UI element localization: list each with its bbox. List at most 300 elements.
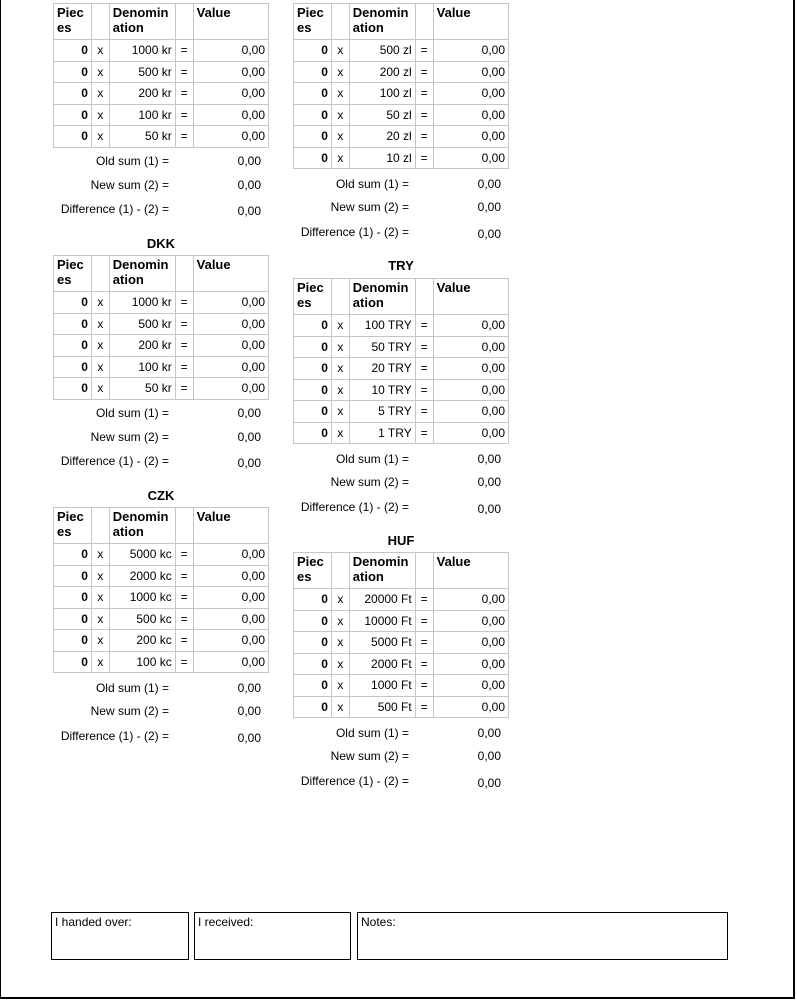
table-row xyxy=(54,104,269,126)
old-sum-row xyxy=(53,406,265,422)
times-sign: x xyxy=(91,587,109,609)
pieces-cell[interactable]: 0 xyxy=(294,401,332,423)
equals-sign: = xyxy=(175,608,193,630)
times-sign: x xyxy=(331,675,349,697)
pieces-cell[interactable]: 0 xyxy=(54,544,92,566)
pieces-cell[interactable]: 0 xyxy=(54,104,92,126)
equals-sign: = xyxy=(175,651,193,673)
received-label: I received: xyxy=(198,915,254,929)
table-row xyxy=(294,61,509,83)
table-row xyxy=(294,610,509,632)
value-header: Value xyxy=(193,508,268,544)
pieces-cell[interactable]: 0 xyxy=(54,126,92,148)
denomination-header xyxy=(349,4,415,40)
equals-sign: = xyxy=(415,632,433,654)
denomination-table xyxy=(293,278,509,444)
old-sum-label: Old sum (1) = xyxy=(335,176,409,191)
table-row xyxy=(294,126,509,148)
denomination-cell: 1 TRY xyxy=(349,422,415,444)
times-sign: x xyxy=(91,313,109,335)
equals-sign: = xyxy=(175,544,193,566)
denomination-header-line1: Denomin xyxy=(112,509,169,524)
denomination-header-line2: ation xyxy=(352,20,384,35)
denomination-cell: 100 kc xyxy=(109,651,175,673)
pieces-header-line1: Piec xyxy=(57,5,84,20)
denomination-header xyxy=(349,279,415,315)
table-row xyxy=(294,104,509,126)
pieces-header-line1: Piec xyxy=(297,280,324,295)
equals-sign: = xyxy=(415,126,433,148)
denomination-cell: 50 zl xyxy=(349,104,415,126)
value-cell: 0,00 xyxy=(193,313,268,335)
equals-sign: = xyxy=(175,587,193,609)
value-cell: 0,00 xyxy=(433,379,508,401)
times-sign: x xyxy=(91,40,109,62)
table-row xyxy=(54,587,269,609)
x-header-blank xyxy=(91,256,109,292)
equals-sign: = xyxy=(175,83,193,105)
table-row xyxy=(54,61,269,83)
pieces-cell[interactable]: 0 xyxy=(54,61,92,83)
eq-header-blank xyxy=(415,279,433,315)
header-row xyxy=(54,4,269,40)
old-sum-value: 0,00 xyxy=(237,680,261,695)
pieces-cell[interactable]: 0 xyxy=(294,61,332,83)
denomination-cell: 1000 kc xyxy=(109,587,175,609)
denomination-header xyxy=(109,508,175,544)
times-sign: x xyxy=(91,61,109,83)
denomination-header-line1: Denomin xyxy=(352,554,409,569)
difference-label: Difference (1) - (2) = xyxy=(60,454,169,468)
pieces-cell[interactable]: 0 xyxy=(54,587,92,609)
pieces-cell[interactable]: 0 xyxy=(294,104,332,126)
denomination-cell: 200 zl xyxy=(349,61,415,83)
old-sum-label: Old sum (1) = xyxy=(95,680,169,695)
pieces-cell[interactable]: 0 xyxy=(294,675,332,697)
pieces-cell[interactable]: 0 xyxy=(294,632,332,654)
pieces-cell[interactable]: 0 xyxy=(54,378,92,400)
table-row xyxy=(54,608,269,630)
value-cell: 0,00 xyxy=(433,147,508,169)
denomination-cell: 5000 Ft xyxy=(349,632,415,654)
denomination-cell: 500 kr xyxy=(109,61,175,83)
denomination-cell: 100 TRY xyxy=(349,315,415,337)
eq-header-blank xyxy=(415,4,433,40)
pieces-header-line2: es xyxy=(297,569,312,584)
denomination-cell: 20000 Ft xyxy=(349,589,415,611)
denomination-cell: 200 kr xyxy=(109,335,175,357)
table-row xyxy=(294,147,509,169)
pieces-cell[interactable]: 0 xyxy=(54,565,92,587)
new-sum-label: New sum (2) = xyxy=(330,749,409,764)
pieces-header-line1: Piec xyxy=(297,554,324,569)
pieces-cell[interactable]: 0 xyxy=(54,356,92,378)
new-sum-label: New sum (2) = xyxy=(90,429,169,444)
difference-row xyxy=(293,225,505,241)
equals-sign: = xyxy=(175,61,193,83)
currency-title: DKK xyxy=(146,236,176,251)
table-row xyxy=(54,335,269,357)
x-header-blank xyxy=(331,553,349,589)
currency-title: HUF xyxy=(387,533,415,548)
currency-title: CZK xyxy=(147,488,175,503)
difference-label: Difference (1) - (2) = xyxy=(60,202,169,216)
equals-sign: = xyxy=(415,83,433,105)
value-header: Value xyxy=(433,4,508,40)
table-row xyxy=(54,565,269,587)
table-row xyxy=(54,544,269,566)
new-sum-value: 0,00 xyxy=(237,177,261,192)
new-sum-value: 0,00 xyxy=(237,704,261,719)
pieces-header xyxy=(294,279,332,315)
pieces-cell[interactable]: 0 xyxy=(294,589,332,611)
value-cell: 0,00 xyxy=(193,630,268,652)
equals-sign: = xyxy=(415,336,433,358)
value-cell: 0,00 xyxy=(433,589,508,611)
denomination-header-line1: Denomin xyxy=(112,5,169,20)
value-cell: 0,00 xyxy=(433,696,508,718)
times-sign: x xyxy=(331,61,349,83)
denomination-cell: 2000 kc xyxy=(109,565,175,587)
value-cell: 0,00 xyxy=(433,315,508,337)
times-sign: x xyxy=(331,422,349,444)
equals-sign: = xyxy=(175,356,193,378)
table-row xyxy=(54,313,269,335)
times-sign: x xyxy=(91,292,109,314)
difference-row xyxy=(53,202,265,218)
table-row xyxy=(54,630,269,652)
value-cell: 0,00 xyxy=(433,358,508,380)
table-row xyxy=(54,83,269,105)
old-sum-row xyxy=(53,681,265,697)
difference-row xyxy=(53,454,265,470)
difference-value: 0,00 xyxy=(477,775,501,790)
difference-value: 0,00 xyxy=(237,730,261,745)
equals-sign: = xyxy=(415,401,433,423)
pieces-cell[interactable]: 0 xyxy=(54,608,92,630)
times-sign: x xyxy=(331,147,349,169)
pieces-cell[interactable]: 0 xyxy=(294,40,332,62)
denomination-cell: 1000 kr xyxy=(109,292,175,314)
header-row xyxy=(294,279,509,315)
pieces-cell[interactable]: 0 xyxy=(294,147,332,169)
table-row xyxy=(54,651,269,673)
pieces-cell[interactable]: 0 xyxy=(294,358,332,380)
received-box[interactable] xyxy=(194,912,351,960)
value-header: Value xyxy=(193,4,268,40)
new-sum-row xyxy=(293,475,505,491)
times-sign: x xyxy=(91,608,109,630)
equals-sign: = xyxy=(415,589,433,611)
old-sum-row xyxy=(293,452,505,468)
denomination-cell: 200 kc xyxy=(109,630,175,652)
value-cell: 0,00 xyxy=(433,422,508,444)
denomination-header xyxy=(109,256,175,292)
table-row xyxy=(54,40,269,62)
difference-value: 0,00 xyxy=(477,226,501,241)
pieces-header xyxy=(54,256,92,292)
value-cell: 0,00 xyxy=(193,40,268,62)
denomination-header-line1: Denomin xyxy=(352,5,409,20)
times-sign: x xyxy=(331,40,349,62)
pieces-header-line2: es xyxy=(57,524,72,539)
denomination-cell: 10000 Ft xyxy=(349,610,415,632)
times-sign: x xyxy=(331,83,349,105)
new-sum-row xyxy=(293,749,505,765)
times-sign: x xyxy=(91,544,109,566)
times-sign: x xyxy=(91,630,109,652)
pieces-cell[interactable]: 0 xyxy=(54,83,92,105)
times-sign: x xyxy=(331,589,349,611)
table-row xyxy=(54,292,269,314)
equals-sign: = xyxy=(175,104,193,126)
table-row xyxy=(294,336,509,358)
old-sum-value: 0,00 xyxy=(477,451,501,466)
denomination-header-line2: ation xyxy=(352,569,384,584)
old-sum-row xyxy=(293,177,505,193)
denomination-header-line2: ation xyxy=(112,524,144,539)
table-row xyxy=(294,422,509,444)
eq-header-blank xyxy=(175,4,193,40)
notes-label: Notes: xyxy=(361,915,396,929)
denomination-cell: 50 kr xyxy=(109,378,175,400)
difference-value: 0,00 xyxy=(237,456,261,470)
pieces-cell[interactable]: 0 xyxy=(294,315,332,337)
pieces-header xyxy=(54,508,92,544)
denomination-table xyxy=(53,3,269,148)
denomination-table xyxy=(293,552,509,718)
x-header-blank xyxy=(331,4,349,40)
equals-sign: = xyxy=(415,610,433,632)
denomination-header-line2: ation xyxy=(112,20,144,35)
pieces-cell[interactable]: 0 xyxy=(294,126,332,148)
header-row xyxy=(294,4,509,40)
equals-sign: = xyxy=(175,630,193,652)
pieces-cell[interactable]: 0 xyxy=(54,651,92,673)
pieces-cell[interactable]: 0 xyxy=(54,335,92,357)
value-cell: 0,00 xyxy=(193,335,268,357)
denomination-table xyxy=(53,507,269,673)
new-sum-value: 0,00 xyxy=(477,749,501,764)
equals-sign: = xyxy=(175,313,193,335)
equals-sign: = xyxy=(415,422,433,444)
old-sum-row xyxy=(293,726,505,742)
denomination-header xyxy=(109,4,175,40)
table-row xyxy=(294,40,509,62)
x-header-blank xyxy=(91,4,109,40)
pieces-cell[interactable]: 0 xyxy=(54,40,92,62)
equals-sign: = xyxy=(415,40,433,62)
denomination-table xyxy=(53,255,269,400)
value-header: Value xyxy=(433,553,508,589)
pieces-cell[interactable]: 0 xyxy=(294,83,332,105)
times-sign: x xyxy=(91,335,109,357)
table-row xyxy=(294,358,509,380)
equals-sign: = xyxy=(415,104,433,126)
value-cell: 0,00 xyxy=(433,104,508,126)
value-cell: 0,00 xyxy=(433,40,508,62)
pieces-cell[interactable]: 0 xyxy=(54,630,92,652)
denomination-header-line2: ation xyxy=(352,295,384,310)
difference-label: Difference (1) - (2) = xyxy=(60,728,169,743)
difference-row xyxy=(293,500,505,516)
times-sign: x xyxy=(331,336,349,358)
old-sum-label: Old sum (1) = xyxy=(95,406,169,420)
times-sign: x xyxy=(331,610,349,632)
pieces-cell[interactable]: 0 xyxy=(294,336,332,358)
table-row xyxy=(294,83,509,105)
equals-sign: = xyxy=(415,315,433,337)
handed-over-box[interactable] xyxy=(51,912,189,960)
value-cell: 0,00 xyxy=(193,565,268,587)
denomination-table xyxy=(293,3,509,169)
times-sign: x xyxy=(331,401,349,423)
old-sum-label: Old sum (1) = xyxy=(95,154,169,168)
old-sum-value: 0,00 xyxy=(237,406,261,420)
value-cell: 0,00 xyxy=(433,632,508,654)
table-row xyxy=(294,675,509,697)
currency-title: TRY xyxy=(388,258,414,273)
denomination-cell: 2000 Ft xyxy=(349,653,415,675)
new-sum-label: New sum (2) = xyxy=(330,475,409,490)
old-sum-value: 0,00 xyxy=(237,154,261,168)
eq-header-blank xyxy=(175,256,193,292)
difference-label: Difference (1) - (2) = xyxy=(300,499,409,514)
new-sum-row xyxy=(53,704,265,720)
value-cell: 0,00 xyxy=(433,401,508,423)
pieces-header-line1: Piec xyxy=(297,5,324,20)
times-sign: x xyxy=(91,126,109,148)
pieces-cell[interactable]: 0 xyxy=(294,610,332,632)
handed-over-label: I handed over: xyxy=(55,915,132,929)
value-cell: 0,00 xyxy=(433,610,508,632)
denomination-cell: 200 kr xyxy=(109,83,175,105)
difference-label: Difference (1) - (2) = xyxy=(300,773,409,788)
value-header: Value xyxy=(433,279,508,315)
value-cell: 0,00 xyxy=(193,378,268,400)
denomination-cell: 100 zl xyxy=(349,83,415,105)
pieces-header xyxy=(54,4,92,40)
table-row xyxy=(294,653,509,675)
times-sign: x xyxy=(331,358,349,380)
table-row xyxy=(54,126,269,148)
old-sum-label: Old sum (1) = xyxy=(335,725,409,740)
denomination-cell: 1000 Ft xyxy=(349,675,415,697)
x-header-blank xyxy=(91,508,109,544)
new-sum-label: New sum (2) = xyxy=(330,200,409,215)
value-cell: 0,00 xyxy=(193,292,268,314)
value-cell: 0,00 xyxy=(193,587,268,609)
table-row xyxy=(294,696,509,718)
pieces-cell[interactable]: 0 xyxy=(294,379,332,401)
value-cell: 0,00 xyxy=(193,104,268,126)
pieces-header-line1: Piec xyxy=(57,257,84,272)
times-sign: x xyxy=(91,651,109,673)
times-sign: x xyxy=(91,565,109,587)
denomination-cell: 50 kr xyxy=(109,126,175,148)
times-sign: x xyxy=(331,696,349,718)
pieces-header-line1: Piec xyxy=(57,509,84,524)
value-cell: 0,00 xyxy=(193,651,268,673)
times-sign: x xyxy=(331,379,349,401)
denomination-cell: 5 TRY xyxy=(349,401,415,423)
pieces-cell[interactable]: 0 xyxy=(294,696,332,718)
equals-sign: = xyxy=(415,358,433,380)
pieces-cell[interactable]: 0 xyxy=(54,292,92,314)
new-sum-value: 0,00 xyxy=(477,200,501,215)
equals-sign: = xyxy=(415,653,433,675)
times-sign: x xyxy=(331,126,349,148)
value-cell: 0,00 xyxy=(193,608,268,630)
times-sign: x xyxy=(331,653,349,675)
denomination-cell: 100 kr xyxy=(109,356,175,378)
eq-header-blank xyxy=(415,553,433,589)
difference-value: 0,00 xyxy=(237,204,261,218)
value-cell: 0,00 xyxy=(193,544,268,566)
equals-sign: = xyxy=(175,126,193,148)
pieces-header-line2: es xyxy=(57,20,72,35)
pieces-cell[interactable]: 0 xyxy=(294,653,332,675)
value-cell: 0,00 xyxy=(433,653,508,675)
pieces-header xyxy=(294,553,332,589)
header-row xyxy=(294,553,509,589)
eq-header-blank xyxy=(175,508,193,544)
new-sum-row xyxy=(53,178,265,194)
denomination-cell: 20 zl xyxy=(349,126,415,148)
equals-sign: = xyxy=(415,147,433,169)
denomination-header-line1: Denomin xyxy=(112,257,169,272)
denomination-cell: 10 zl xyxy=(349,147,415,169)
value-cell: 0,00 xyxy=(433,126,508,148)
denomination-cell: 1000 kr xyxy=(109,40,175,62)
difference-row xyxy=(293,774,505,790)
table-row xyxy=(294,589,509,611)
value-cell: 0,00 xyxy=(193,83,268,105)
table-row xyxy=(294,379,509,401)
times-sign: x xyxy=(91,356,109,378)
new-sum-value: 0,00 xyxy=(477,475,501,490)
old-sum-value: 0,00 xyxy=(477,725,501,740)
equals-sign: = xyxy=(175,378,193,400)
times-sign: x xyxy=(331,104,349,126)
difference-row xyxy=(53,729,265,745)
times-sign: x xyxy=(331,315,349,337)
times-sign: x xyxy=(91,378,109,400)
times-sign: x xyxy=(331,632,349,654)
denomination-header-line1: Denomin xyxy=(352,280,409,295)
notes-box[interactable] xyxy=(357,912,728,960)
value-cell: 0,00 xyxy=(433,675,508,697)
denomination-cell: 10 TRY xyxy=(349,379,415,401)
new-sum-value: 0,00 xyxy=(237,429,261,444)
table-row xyxy=(54,378,269,400)
denomination-cell: 100 kr xyxy=(109,104,175,126)
value-cell: 0,00 xyxy=(193,126,268,148)
difference-label: Difference (1) - (2) = xyxy=(300,224,409,239)
pieces-header-line2: es xyxy=(297,20,312,35)
value-cell: 0,00 xyxy=(433,83,508,105)
new-sum-row xyxy=(53,430,265,446)
equals-sign: = xyxy=(175,40,193,62)
table-row xyxy=(294,315,509,337)
denomination-cell: 50 TRY xyxy=(349,336,415,358)
times-sign: x xyxy=(91,83,109,105)
denomination-cell: 20 TRY xyxy=(349,358,415,380)
pieces-header-line2: es xyxy=(297,295,312,310)
pieces-cell[interactable]: 0 xyxy=(54,313,92,335)
pieces-cell[interactable]: 0 xyxy=(294,422,332,444)
old-sum-label: Old sum (1) = xyxy=(335,451,409,466)
